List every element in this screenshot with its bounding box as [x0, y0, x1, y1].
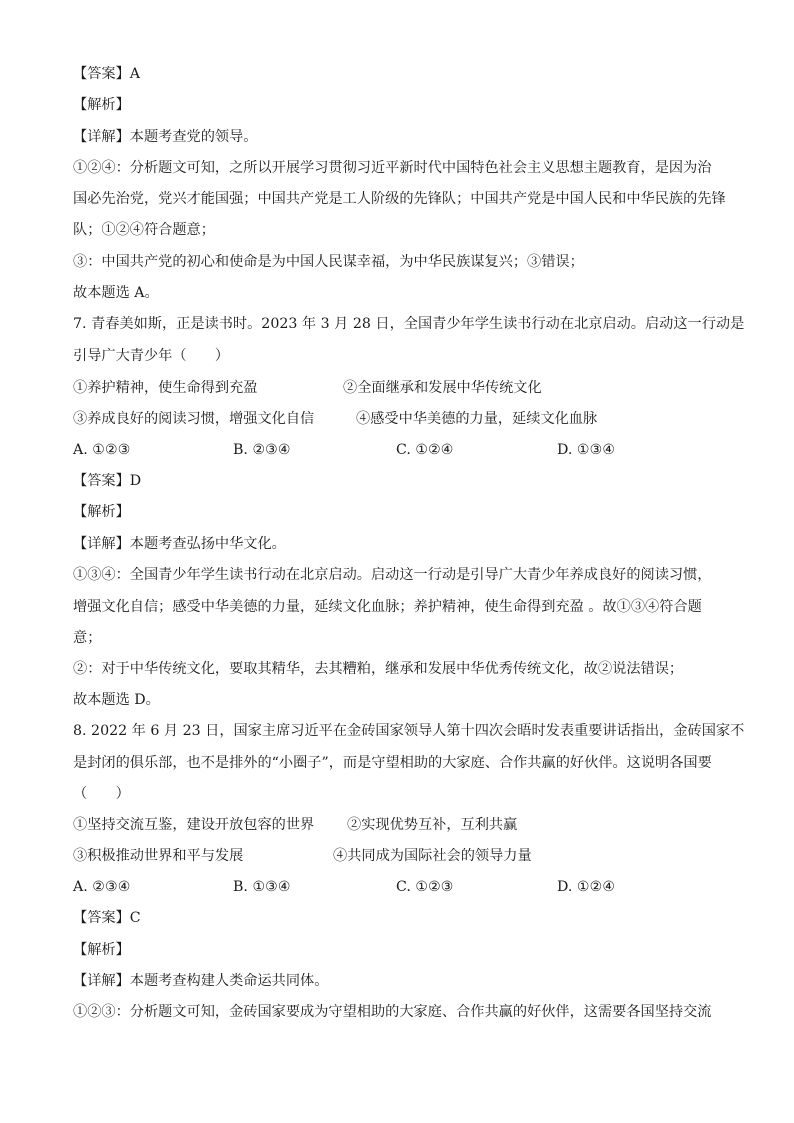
answer-label: 【答案】D — [73, 473, 142, 489]
option-b: B. ①③④ — [233, 879, 291, 895]
detail-label: 【详解】本题考查弘扬中华文化。 — [73, 536, 286, 552]
option-c: C. ①②④ — [396, 442, 454, 458]
detail-label: 【详解】本题考查构建人类命运共同体。 — [73, 973, 329, 989]
statement-4: ④共同成为国际社会的领导力量 — [333, 848, 532, 864]
conclusion-text: 故本题选 A。 — [73, 285, 159, 301]
question-stem: 引导广大青少年（ ） — [73, 348, 230, 364]
explanation-paragraph: ①②④：分析题文可知，之所以开展学习贯彻习近平新时代中国特色社会主义思想主题教育，是因为治 — [73, 160, 712, 176]
answer-label: 【答案】C — [73, 910, 141, 926]
question-stem: 8. 2022 年 6 月 23 日，国家主席习近平在金砖国家领导人第十四次会晤时发表重要讲话指出，金砖国家不 — [73, 723, 745, 739]
option-d: D. ①③④ — [557, 442, 616, 458]
statement-2: ②实现优势互补，互利共赢 — [347, 817, 518, 833]
statement-1: ①坚持交流互鉴，建设开放包容的世界 — [73, 817, 315, 833]
analysis-label: 【解析】 — [73, 97, 130, 113]
analysis-label: 【解析】 — [73, 942, 130, 958]
statement-3: ③养成良好的阅读习惯，增强文化自信 — [73, 411, 315, 427]
statement-2: ②全面继承和发展中华传统文化 — [343, 380, 542, 396]
question-stem: 是封闭的俱乐部，也不是排外的“小圈子”，而是守望相助的大家庭、合作共赢的好伙伴。这说明各国要 — [73, 755, 712, 771]
analysis-label: 【解析】 — [73, 504, 130, 520]
answer-label: 【答案】A — [73, 66, 140, 82]
statement-1: ①养护精神，使生命得到充盈 — [73, 380, 258, 396]
explanation-paragraph: 意； — [73, 630, 102, 646]
statement-4: ④感受中华美德的力量，延续文化血脉 — [356, 411, 598, 427]
explanation-paragraph: ①③④：全国青少年学生读书行动在北京启动。启动这一行动是引导广大青少年养成良好的阅读习惯， — [73, 567, 712, 583]
explanation-paragraph: 国必先治党，党兴才能国强；中国共产党是工人阶级的先锋队；中国共产党是中国人民和中华民族的先锋 — [73, 191, 726, 207]
explanation-paragraph: ①②③：分析题文可知，金砖国家要成为守望相助的大家庭、合作共赢的好伙伴，这需要各国坚持交流 — [73, 1004, 712, 1020]
question-stem: 7. 青春美如斯，正是读书时。2023 年 3 月 28 日，全国青少年学生读书行动在北京启动。启动这一行动是 — [73, 316, 745, 332]
explanation-paragraph: ②：对于中华传统文化，要取其精华，去其糟粕，继承和发展中华优秀传统文化，故②说法错误； — [73, 661, 684, 677]
detail-label: 【详解】本题考查党的领导。 — [73, 129, 258, 145]
explanation-paragraph: 增强文化自信；感受中华美德的力量，延续文化血脉；养护精神，使生命得到充盈 。故①③④符合题 — [73, 599, 702, 615]
conclusion-text: 故本题选 D。 — [73, 692, 160, 708]
option-a: A. ②③④ — [73, 879, 131, 895]
explanation-paragraph: 队；①②④符合题意； — [73, 222, 215, 238]
statement-3: ③积极推动世界和平与发展 — [73, 848, 244, 864]
option-c: C. ①②③ — [396, 879, 454, 895]
option-b: B. ②③④ — [233, 442, 291, 458]
question-stem: （ ） — [73, 786, 130, 802]
option-d: D. ①②④ — [557, 879, 616, 895]
option-a: A. ①②③ — [73, 442, 131, 458]
explanation-paragraph: ③：中国共产党的初心和使命是为中国人民谋幸福，为中华民族谋复兴；③错误； — [73, 254, 584, 270]
